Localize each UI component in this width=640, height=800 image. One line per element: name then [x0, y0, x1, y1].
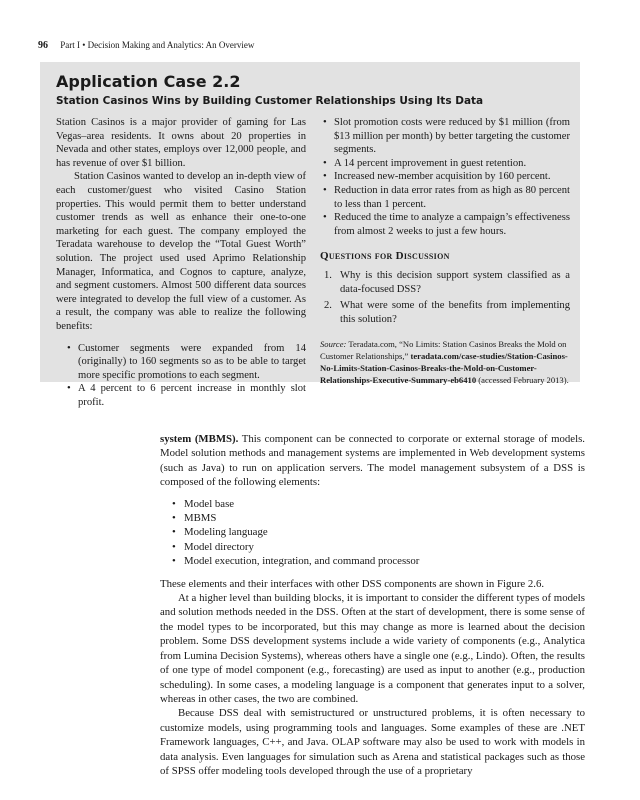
list-item: • Model base	[172, 497, 585, 511]
page-number: 96	[38, 40, 48, 51]
list-item: • MBMS	[172, 511, 585, 525]
list-item: • A 14 percent improvement in guest retention.	[320, 157, 570, 171]
body-paragraph: At a higher level than building blocks, it is important to consider the different types of models and solution methods needed in the DSS. Often at the start of development, there is some sense of the model types to be incorporated, but this may change as more is learned about the decision problem. Some DSS development systems include a wide variety of components (e.g., Analytica from Lumina Decision Systems), whereas others have a single one (e.g., Lindo). Often, the results of one type of model component (e.g., forecasting) are used as input to another (e.g., production scheduling). In some cases, a modeling language is a component that generates input to a solver, whereas in other cases, the two are combined.	[160, 592, 585, 705]
question-number: 1.	[324, 269, 332, 281]
list-item: • A 4 percent to 6 percent increase in monthly slot profit.	[64, 382, 306, 409]
case-paragraph: Station Casinos wanted to develop an in-depth view of each customer/guest who visited Casino Station properties. This would permit them to better understand customer trends as well as enhance their one-to-one marketing for each guest. The company employed the Teradata warehouse to develop the “Total Guest Worth” solution. The project used used Aprimo Relationship Manager, Informatica, and Cognos to capture, analyze, and segment customers. Almost 500 different data sources were integrated to develop the full view of a customer. As a result, the company was able to realize the following benefits:	[56, 171, 306, 332]
source-label: Source:	[320, 339, 347, 350]
application-case-box	[40, 62, 580, 408]
benefit-list-right	[320, 116, 570, 238]
list-item: • Modeling language	[172, 525, 585, 539]
list-item: • Increased new-member acquisition by 160 percent.	[320, 170, 570, 184]
main-body-text	[160, 432, 585, 778]
list-item: • Slot promotion costs were reduced by $1 million (from $13 million per month) by better targeting the customer segments.	[320, 116, 570, 157]
case-paragraph: Station Casinos is a major provider of gaming for Las Vegas–area residents. It owns about 20 properties in Nevada and other states, employs over 12,000 people, and has revenue of over $1 billion.	[56, 117, 306, 169]
body-paragraph: Because DSS deal with semistructured or unstructured problems, it is often necessary to customize models, using programming tools and languages. Some examples of these are .NET Framework languages, C++, and Java. OLAP software may also be used to work with models in data analysis. Even languages for simulation such as Arena and statistical packages such as those of SPSS offer modeling tools developed through the use of a proprietary	[160, 707, 585, 777]
body-paragraph: These elements and their interfaces with other DSS components are shown in Figure 2.6.	[160, 577, 545, 590]
body-intro: This component can be connected to corporate or external storage of models. Model solution methods and management systems are implemented in Web development systems (such as Java) to run on application servers. The model management subsystem of a DSS is composed of the following elements:	[160, 433, 585, 489]
case-right-column	[320, 116, 570, 386]
running-title: Part I • Decision Making and Analytics: An Overview	[60, 40, 255, 50]
case-title: Application Case 2.2	[56, 72, 241, 91]
question-text: Why is this decision support system classified as a data-focused DSS?	[340, 269, 570, 295]
question-number: 2.	[324, 300, 332, 312]
body-term: system (MBMS).	[160, 433, 239, 445]
list-item: • Model execution, integration, and command processor	[172, 554, 585, 568]
list-item: • Reduced the time to analyze a campaign’s effectiveness from almost 2 weeks to just a few hours.	[320, 211, 570, 238]
case-subtitle: Station Casinos Wins by Building Customer Relationships Using Its Data	[56, 95, 484, 107]
running-header	[38, 40, 618, 54]
source-url: teradata.com/case-studies/Station-Casinos-No-Limits-Station-Casinos-Breaks-the-Mold-on-Customer-Relationships-Executive-Summary-eb6410	[320, 351, 568, 386]
mbms-element-list	[160, 497, 585, 569]
list-item: • Customer segments were expanded from 14 (originally) to 160 segments so as to be able to target more specific promotions to each segment.	[64, 342, 306, 383]
benefit-list-left	[56, 342, 306, 410]
source-accessed: (accessed February 2013).	[478, 375, 569, 386]
list-item: • Reduction in data error rates from as high as 80 percent to less than 1 percent.	[320, 184, 570, 211]
question-item	[320, 269, 570, 296]
list-item: • Model directory	[172, 540, 585, 554]
questions-list	[320, 269, 570, 326]
question-text: What were some of the benefits from implementing this solution?	[340, 300, 570, 325]
questions-heading: Questions for Discussion	[320, 250, 450, 263]
question-item	[320, 299, 570, 326]
source-citation	[320, 338, 570, 386]
body-paragraph	[160, 432, 585, 490]
source-text: Teradata.com, “No Limits: Station Casinos Breaks the Mold on Customer Relationships,”	[320, 339, 567, 362]
case-left-column	[56, 116, 306, 409]
